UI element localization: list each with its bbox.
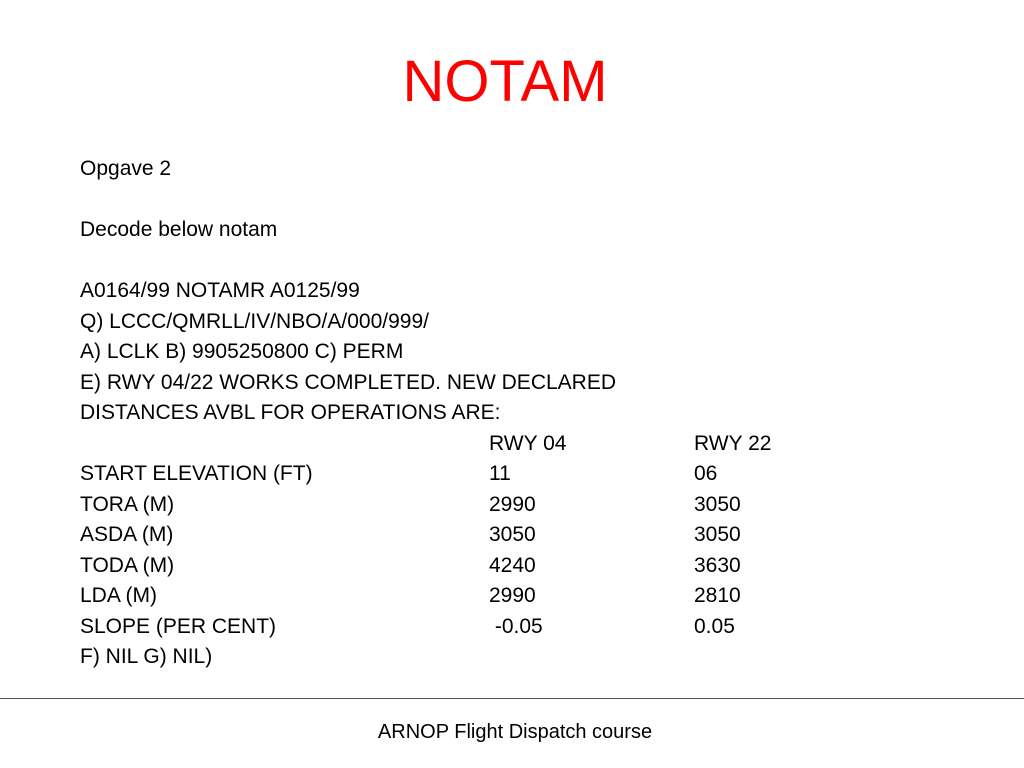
- notam-line: DISTANCES AVBL FOR OPERATIONS ARE:: [80, 401, 501, 424]
- table-cell-rwy22: 0.05: [694, 614, 735, 638]
- table-header-cell: RWY 04: [489, 431, 567, 455]
- table-row: [80, 612, 980, 643]
- table-cell-label: START ELEVATION (FT): [80, 462, 313, 485]
- table-header-row: [80, 429, 980, 460]
- table-cell-rwy04: 3050: [489, 523, 536, 546]
- table-cell-rwy22: 06: [694, 462, 718, 485]
- table-cell-rwy22: 3630: [694, 553, 741, 577]
- table-cell-rwy04: 4240: [489, 553, 536, 577]
- table-cell-label: ASDA (M): [80, 523, 174, 546]
- blank-line: [80, 185, 980, 216]
- table-cell-rwy22: 2810: [694, 584, 741, 607]
- table-cell-rwy22: 3050: [694, 492, 741, 516]
- table-row: [80, 459, 980, 490]
- table-cell-label: SLOPE (PER CENT): [80, 614, 277, 638]
- table-cell-label: TORA (M): [80, 492, 175, 516]
- slide-body: [80, 154, 980, 673]
- table-cell-rwy04: 2990: [489, 492, 536, 516]
- table-row: [80, 520, 980, 551]
- table-cell-label: LDA (M): [80, 584, 158, 607]
- table-cell-label: TODA (M): [80, 553, 175, 577]
- table-row: [80, 581, 980, 612]
- table-cell-rwy04: 2990: [489, 584, 536, 607]
- notam-closing-line: F) NIL G) NIL): [80, 645, 213, 668]
- table-row: [80, 490, 980, 521]
- notam-line: A) LCLK B) 9905250800 C) PERM: [80, 340, 404, 363]
- table-cell-rwy04: -0.05: [489, 614, 543, 638]
- instruction-text: Decode below notam: [80, 218, 278, 241]
- slide-title: NOTAM: [402, 49, 608, 114]
- table-cell-rwy22: 3050: [694, 523, 741, 546]
- task-label: Opgave 2: [80, 157, 172, 180]
- table-cell-rwy04: 11: [489, 462, 511, 485]
- notam-line: E) RWY 04/22 WORKS COMPLETED. NEW DECLARED: [80, 370, 617, 394]
- table-row: [80, 551, 980, 582]
- footer-text: ARNOP Flight Dispatch course: [377, 721, 653, 743]
- footer-divider: [0, 698, 1024, 699]
- table-header-cell: RWY 22: [694, 431, 772, 455]
- blank-line: [80, 246, 980, 277]
- notam-line: Q) LCCC/QMRLL/IV/NBO/A/000/999/: [80, 309, 429, 333]
- notam-line: A0164/99 NOTAMR A0125/99: [80, 279, 360, 302]
